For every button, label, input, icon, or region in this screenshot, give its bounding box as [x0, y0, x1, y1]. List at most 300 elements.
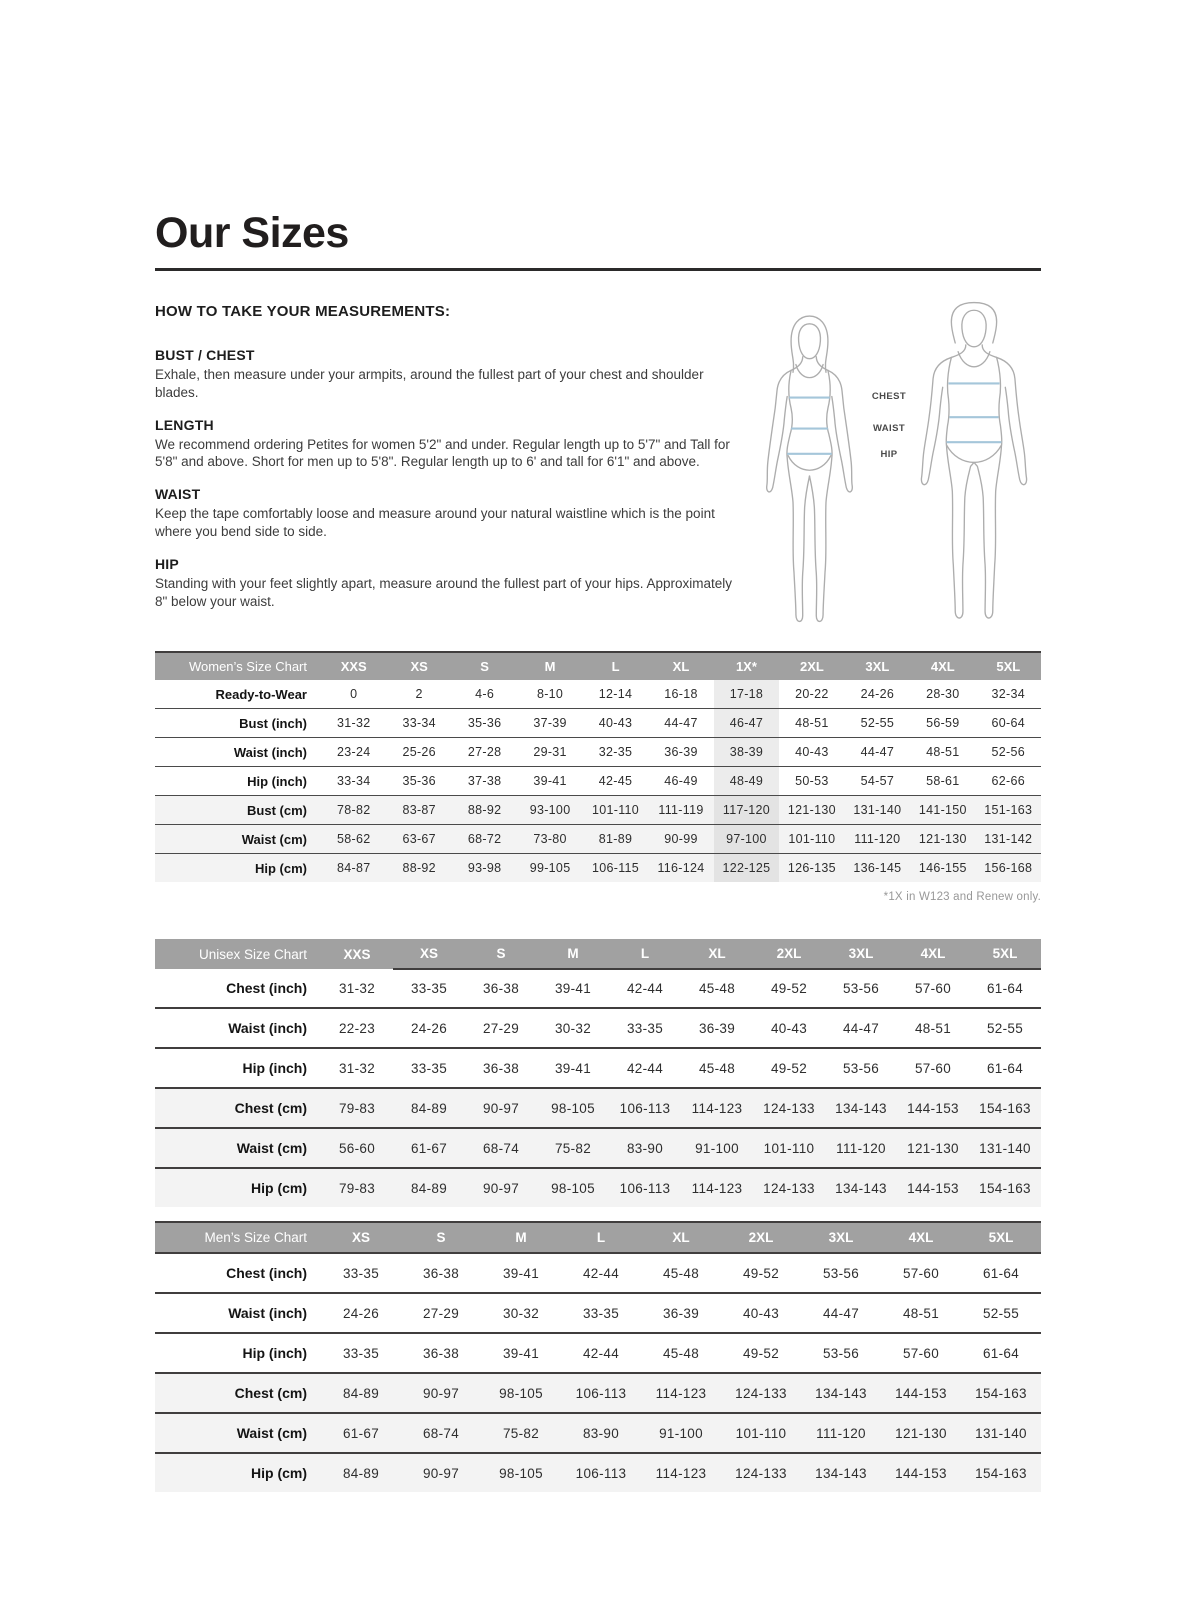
section-label: LENGTH [155, 416, 214, 433]
column-header-l: L [609, 939, 681, 969]
size-cell: 98-105 [481, 1373, 561, 1413]
table-row [155, 1168, 1041, 1207]
size-cell: 90-97 [401, 1453, 481, 1492]
size-cell: 83-87 [386, 796, 451, 825]
size-cell: 33-34 [321, 767, 386, 796]
table-row [155, 1373, 1041, 1413]
size-cell: 90-99 [648, 825, 713, 854]
unisex-size-chart-section [155, 939, 1041, 1207]
table-row [155, 1413, 1041, 1453]
row-label: Bust (cm) [155, 796, 321, 825]
section-text: We recommend ordering Petites for women 5'2" and under. Regular length up to 5'7" and Tall for 5'8" and above. Short for men up to 5'8". Regular length up to 6' and tall for 6'1" and above. [155, 436, 730, 470]
table-row [155, 1128, 1041, 1168]
size-cell: 40-43 [583, 709, 648, 738]
size-cell: 8-10 [517, 680, 582, 709]
size-cell: 49-52 [721, 1253, 801, 1293]
size-cell: 151-163 [976, 796, 1041, 825]
size-cell: 62-66 [976, 767, 1041, 796]
table-row [155, 1293, 1041, 1333]
size-cell: 37-38 [452, 767, 517, 796]
female-face-outline [799, 324, 821, 359]
size-cell: 61-64 [961, 1253, 1041, 1293]
table-row [155, 1048, 1041, 1088]
size-cell: 0 [321, 680, 386, 709]
header-row [155, 652, 1041, 680]
column-header-5xl: 5XL [976, 652, 1041, 680]
size-cell: 58-62 [321, 825, 386, 854]
table-row [155, 738, 1041, 767]
size-cell: 117-120 [714, 796, 779, 825]
measurement-figures [745, 297, 1041, 649]
chest-label: CHEST [871, 391, 907, 402]
size-cell: 2 [386, 680, 451, 709]
size-cell: 114-123 [641, 1453, 721, 1492]
page-content [155, 209, 1041, 1492]
size-cell: 12-14 [583, 680, 648, 709]
column-header-1x: 1X* [714, 652, 779, 680]
column-header-xs: XS [386, 652, 451, 680]
column-header-l: L [583, 652, 648, 680]
size-cell: 60-64 [976, 709, 1041, 738]
size-cell: 39-41 [537, 1048, 609, 1088]
row-label: Hip (inch) [155, 767, 321, 796]
table-row [155, 1333, 1041, 1373]
size-cell: 27-29 [465, 1008, 537, 1048]
size-cell: 90-97 [401, 1373, 481, 1413]
size-cell: 56-60 [321, 1128, 393, 1168]
size-cell: 17-18 [714, 680, 779, 709]
size-cell: 99-105 [517, 854, 582, 883]
size-cell: 36-38 [465, 969, 537, 1008]
size-cell: 39-41 [481, 1333, 561, 1373]
size-cell: 45-48 [641, 1253, 721, 1293]
measurement-section-bust-chest [155, 347, 745, 402]
page-title: Our Sizes [155, 209, 349, 257]
table-row [155, 709, 1041, 738]
size-cell: 144-153 [881, 1453, 961, 1492]
size-cell: 83-90 [609, 1128, 681, 1168]
size-cell: 25-26 [386, 738, 451, 767]
table-row [155, 969, 1041, 1008]
section-label: HIP [155, 555, 179, 572]
size-cell: 44-47 [845, 738, 910, 767]
size-cell: 35-36 [452, 709, 517, 738]
size-cell: 79-83 [321, 1168, 393, 1207]
size-cell: 61-64 [961, 1333, 1041, 1373]
column-header-2xl: 2XL [721, 1222, 801, 1253]
size-cell: 81-89 [583, 825, 648, 854]
size-cell: 124-133 [753, 1168, 825, 1207]
male-neckline [958, 352, 990, 367]
size-cell: 28-30 [910, 680, 975, 709]
size-cell: 134-143 [801, 1373, 881, 1413]
size-cell: 53-56 [825, 1048, 897, 1088]
size-cell: 122-125 [714, 854, 779, 883]
size-cell: 33-35 [609, 1008, 681, 1048]
size-cell: 90-97 [465, 1088, 537, 1128]
size-cell: 124-133 [721, 1373, 801, 1413]
row-label: Waist (cm) [155, 1413, 321, 1453]
size-cell: 31-32 [321, 969, 393, 1008]
size-cell: 146-155 [910, 854, 975, 883]
size-cell: 79-83 [321, 1088, 393, 1128]
size-cell: 154-163 [969, 1088, 1041, 1128]
size-cell: 98-105 [537, 1168, 609, 1207]
size-cell: 48-49 [714, 767, 779, 796]
size-cell: 98-105 [481, 1453, 561, 1492]
size-cell: 16-18 [648, 680, 713, 709]
size-cell: 134-143 [825, 1088, 897, 1128]
size-cell: 121-130 [897, 1128, 969, 1168]
size-cell: 101-110 [721, 1413, 801, 1453]
column-header-xxs: XXS [321, 939, 393, 969]
chart-title: Men’s Size Chart [155, 1222, 321, 1253]
size-cell: 106-113 [609, 1168, 681, 1207]
size-cell: 57-60 [897, 969, 969, 1008]
table-row [155, 854, 1041, 883]
section-text: Exhale, then measure under your armpits, around the fullest part of your chest and shoulder blades. [155, 367, 704, 400]
column-header-m: M [537, 939, 609, 969]
size-cell: 106-115 [583, 854, 648, 883]
measurement-section-hip [155, 556, 745, 611]
chart-title: Women’s Size Chart [155, 652, 321, 680]
size-cell: 84-89 [393, 1168, 465, 1207]
size-cell: 23-24 [321, 738, 386, 767]
size-cell: 50-53 [779, 767, 844, 796]
size-cell: 88-92 [386, 854, 451, 883]
size-cell: 4-6 [452, 680, 517, 709]
table-row [155, 825, 1041, 854]
table-row [155, 1008, 1041, 1048]
row-label: Waist (inch) [155, 1293, 321, 1333]
size-cell: 53-56 [825, 969, 897, 1008]
mens-size-chart-section [155, 1221, 1041, 1492]
size-cell: 32-34 [976, 680, 1041, 709]
column-header-xs: XS [321, 1222, 401, 1253]
size-cell: 31-32 [321, 709, 386, 738]
size-cell: 36-38 [401, 1253, 481, 1293]
size-cell: 124-133 [753, 1088, 825, 1128]
size-cell: 52-55 [845, 709, 910, 738]
size-cell: 49-52 [753, 1048, 825, 1088]
row-label: Hip (cm) [155, 854, 321, 883]
column-header-s: S [465, 939, 537, 969]
womens-size-chart-section [155, 651, 1041, 903]
size-cell: 111-120 [825, 1128, 897, 1168]
size-cell: 106-113 [561, 1453, 641, 1492]
size-cell: 83-90 [561, 1413, 641, 1453]
table-row [155, 796, 1041, 825]
row-label: Chest (cm) [155, 1373, 321, 1413]
size-cell: 48-51 [881, 1293, 961, 1333]
unisex-size-chart-table [155, 939, 1041, 1207]
size-cell: 58-61 [910, 767, 975, 796]
column-header-4xl: 4XL [897, 939, 969, 969]
size-cell: 68-72 [452, 825, 517, 854]
size-cell: 54-57 [845, 767, 910, 796]
female-figure-illustration [761, 311, 858, 646]
measurement-section-waist [155, 486, 745, 541]
size-cell: 35-36 [386, 767, 451, 796]
column-header-xl: XL [641, 1222, 721, 1253]
size-cell: 97-100 [714, 825, 779, 854]
size-cell: 93-100 [517, 796, 582, 825]
size-cell: 24-26 [845, 680, 910, 709]
column-header-5xl: 5XL [961, 1222, 1041, 1253]
size-cell: 121-130 [910, 825, 975, 854]
how-to-heading: HOW TO TAKE YOUR MEASUREMENTS: [155, 303, 451, 320]
size-cell: 36-39 [648, 738, 713, 767]
size-cell: 154-163 [961, 1373, 1041, 1413]
column-header-4xl: 4XL [910, 652, 975, 680]
column-header-xl: XL [681, 939, 753, 969]
size-cell: 45-48 [681, 1048, 753, 1088]
size-cell: 24-26 [393, 1008, 465, 1048]
size-cell: 33-35 [321, 1333, 401, 1373]
row-label: Waist (cm) [155, 1128, 321, 1168]
size-cell: 84-89 [393, 1088, 465, 1128]
size-cell: 39-41 [481, 1253, 561, 1293]
size-cell: 53-56 [801, 1253, 881, 1293]
chart-title: Unisex Size Chart [155, 939, 321, 969]
size-cell: 75-82 [537, 1128, 609, 1168]
row-label: Waist (inch) [155, 1008, 321, 1048]
size-cell: 131-142 [976, 825, 1041, 854]
size-cell: 33-34 [386, 709, 451, 738]
size-cell: 45-48 [681, 969, 753, 1008]
size-cell: 27-28 [452, 738, 517, 767]
measurements-row [155, 297, 1041, 649]
male-brief-line [947, 445, 1002, 462]
size-cell: 154-163 [961, 1453, 1041, 1492]
column-header-s: S [452, 652, 517, 680]
size-cell: 101-110 [753, 1128, 825, 1168]
size-cell: 36-39 [681, 1008, 753, 1048]
size-cell: 121-130 [881, 1413, 961, 1453]
column-header-3xl: 3XL [801, 1222, 881, 1253]
size-cell: 48-51 [779, 709, 844, 738]
size-cell: 131-140 [969, 1128, 1041, 1168]
womens-chart-footnote: *1X in W123 and Renew only. [883, 891, 1041, 903]
size-cell: 61-67 [321, 1413, 401, 1453]
column-header-3xl: 3XL [825, 939, 897, 969]
row-label: Hip (cm) [155, 1168, 321, 1207]
size-cell: 78-82 [321, 796, 386, 825]
size-cell: 144-153 [897, 1168, 969, 1207]
hip-label: HIP [880, 449, 898, 460]
column-header-2xl: 2XL [753, 939, 825, 969]
row-label: Hip (inch) [155, 1333, 321, 1373]
size-cell: 134-143 [801, 1453, 881, 1492]
mens-size-chart-table [155, 1221, 1041, 1492]
male-figure-illustration [909, 297, 1039, 649]
male-hair-outline [951, 303, 996, 343]
size-cell: 37-39 [517, 709, 582, 738]
size-cell: 61-64 [969, 969, 1041, 1008]
size-cell: 33-35 [393, 1048, 465, 1088]
female-neckline [796, 365, 823, 378]
size-cell: 106-113 [561, 1373, 641, 1413]
size-cell: 68-74 [465, 1128, 537, 1168]
size-cell: 33-35 [393, 969, 465, 1008]
section-label: BUST / CHEST [155, 347, 255, 363]
size-cell: 57-60 [897, 1048, 969, 1088]
size-cell: 44-47 [825, 1008, 897, 1048]
size-cell: 40-43 [721, 1293, 801, 1333]
size-cell: 124-133 [721, 1453, 801, 1492]
size-cell: 63-67 [386, 825, 451, 854]
size-cell: 116-124 [648, 854, 713, 883]
size-cell: 90-97 [465, 1168, 537, 1207]
size-cell: 91-100 [641, 1413, 721, 1453]
column-header-m: M [517, 652, 582, 680]
size-cell: 29-31 [517, 738, 582, 767]
size-cell: 45-48 [641, 1333, 721, 1373]
column-header-xs: XS [393, 939, 465, 969]
size-cell: 101-110 [779, 825, 844, 854]
female-brief-line [788, 456, 831, 471]
table-row [155, 1453, 1041, 1492]
size-cell: 33-35 [321, 1253, 401, 1293]
size-cell: 111-119 [648, 796, 713, 825]
size-cell: 33-35 [561, 1293, 641, 1333]
size-cell: 61-67 [393, 1128, 465, 1168]
size-cell: 42-45 [583, 767, 648, 796]
size-cell: 141-150 [910, 796, 975, 825]
male-face-outline [962, 310, 986, 347]
size-cell: 144-153 [881, 1373, 961, 1413]
size-cell: 101-110 [583, 796, 648, 825]
size-cell: 39-41 [537, 969, 609, 1008]
size-cell: 42-44 [561, 1333, 641, 1373]
size-cell: 61-64 [969, 1048, 1041, 1088]
size-cell: 84-89 [321, 1373, 401, 1413]
column-header-l: L [561, 1222, 641, 1253]
size-cell: 91-100 [681, 1128, 753, 1168]
size-cell: 48-51 [910, 738, 975, 767]
waist-label: WAIST [872, 423, 906, 434]
size-cell: 22-23 [321, 1008, 393, 1048]
section-text: Standing with your feet slightly apart, measure around the fullest part of your hips. Approximately 8" below your waist. [155, 575, 733, 609]
size-cell: 44-47 [648, 709, 713, 738]
column-header-s: S [401, 1222, 481, 1253]
column-header-4xl: 4XL [881, 1222, 961, 1253]
table-row [155, 1253, 1041, 1293]
size-cell: 40-43 [753, 1008, 825, 1048]
size-cell: 114-123 [681, 1088, 753, 1128]
size-cell: 38-39 [714, 738, 779, 767]
row-label: Hip (cm) [155, 1453, 321, 1492]
size-cell: 20-22 [779, 680, 844, 709]
column-header-m: M [481, 1222, 561, 1253]
table-row [155, 1088, 1041, 1128]
size-cell: 57-60 [881, 1253, 961, 1293]
size-cell: 56-59 [910, 709, 975, 738]
size-cell: 52-55 [961, 1293, 1041, 1333]
size-cell: 156-168 [976, 854, 1041, 883]
size-cell: 144-153 [897, 1088, 969, 1128]
size-cell: 93-98 [452, 854, 517, 883]
size-cell: 40-43 [779, 738, 844, 767]
size-cell: 42-44 [609, 969, 681, 1008]
header-row [155, 1222, 1041, 1253]
header-row [155, 939, 1041, 969]
table-row [155, 680, 1041, 709]
size-cell: 136-145 [845, 854, 910, 883]
size-cell: 53-56 [801, 1333, 881, 1373]
size-cell: 106-113 [609, 1088, 681, 1128]
measurement-section-length [155, 417, 745, 472]
size-cell: 131-140 [845, 796, 910, 825]
column-header-xxs: XXS [321, 652, 386, 680]
row-label: Hip (inch) [155, 1048, 321, 1088]
size-cell: 114-123 [681, 1168, 753, 1207]
size-cell: 36-39 [641, 1293, 721, 1333]
size-cell: 49-52 [753, 969, 825, 1008]
size-cell: 36-38 [401, 1333, 481, 1373]
size-cell: 75-82 [481, 1413, 561, 1453]
size-cell: 111-120 [801, 1413, 881, 1453]
size-cell: 30-32 [481, 1293, 561, 1333]
size-cell: 46-47 [714, 709, 779, 738]
size-cell: 134-143 [825, 1168, 897, 1207]
row-label: Chest (inch) [155, 1253, 321, 1293]
how-to-measure-block [155, 297, 745, 649]
size-cell: 44-47 [801, 1293, 881, 1333]
size-cell: 31-32 [321, 1048, 393, 1088]
size-cell: 42-44 [561, 1253, 641, 1293]
row-label: Chest (inch) [155, 969, 321, 1008]
size-cell: 68-74 [401, 1413, 481, 1453]
size-cell: 126-135 [779, 854, 844, 883]
row-label: Waist (inch) [155, 738, 321, 767]
row-label: Bust (inch) [155, 709, 321, 738]
size-cell: 84-89 [321, 1453, 401, 1492]
size-cell: 73-80 [517, 825, 582, 854]
size-cell: 36-38 [465, 1048, 537, 1088]
size-cell: 39-41 [517, 767, 582, 796]
column-header-2xl: 2XL [779, 652, 844, 680]
size-cell: 88-92 [452, 796, 517, 825]
size-cell: 121-130 [779, 796, 844, 825]
size-cell: 52-56 [976, 738, 1041, 767]
row-label: Ready-to-Wear [155, 680, 321, 709]
size-cell: 49-52 [721, 1333, 801, 1373]
size-cell: 57-60 [881, 1333, 961, 1373]
size-cell: 30-32 [537, 1008, 609, 1048]
size-cell: 114-123 [641, 1373, 721, 1413]
size-cell: 131-140 [961, 1413, 1041, 1453]
table-row [155, 767, 1041, 796]
size-cell: 48-51 [897, 1008, 969, 1048]
section-text: Keep the tape comfortably loose and measure around your natural waistline which is the point where you bend side to side. [155, 506, 715, 540]
section-label: WAIST [155, 486, 201, 503]
size-cell: 32-35 [583, 738, 648, 767]
womens-size-chart-table [155, 651, 1041, 882]
size-cell: 111-120 [845, 825, 910, 854]
column-header-5xl: 5XL [969, 939, 1041, 969]
size-cell: 46-49 [648, 767, 713, 796]
size-cell: 24-26 [321, 1293, 401, 1333]
size-cell: 52-55 [969, 1008, 1041, 1048]
size-cell: 27-29 [401, 1293, 481, 1333]
row-label: Chest (cm) [155, 1088, 321, 1128]
size-cell: 84-87 [321, 854, 386, 883]
column-header-xl: XL [648, 652, 713, 680]
size-cell: 98-105 [537, 1088, 609, 1128]
size-cell: 154-163 [969, 1168, 1041, 1207]
row-label: Waist (cm) [155, 825, 321, 854]
